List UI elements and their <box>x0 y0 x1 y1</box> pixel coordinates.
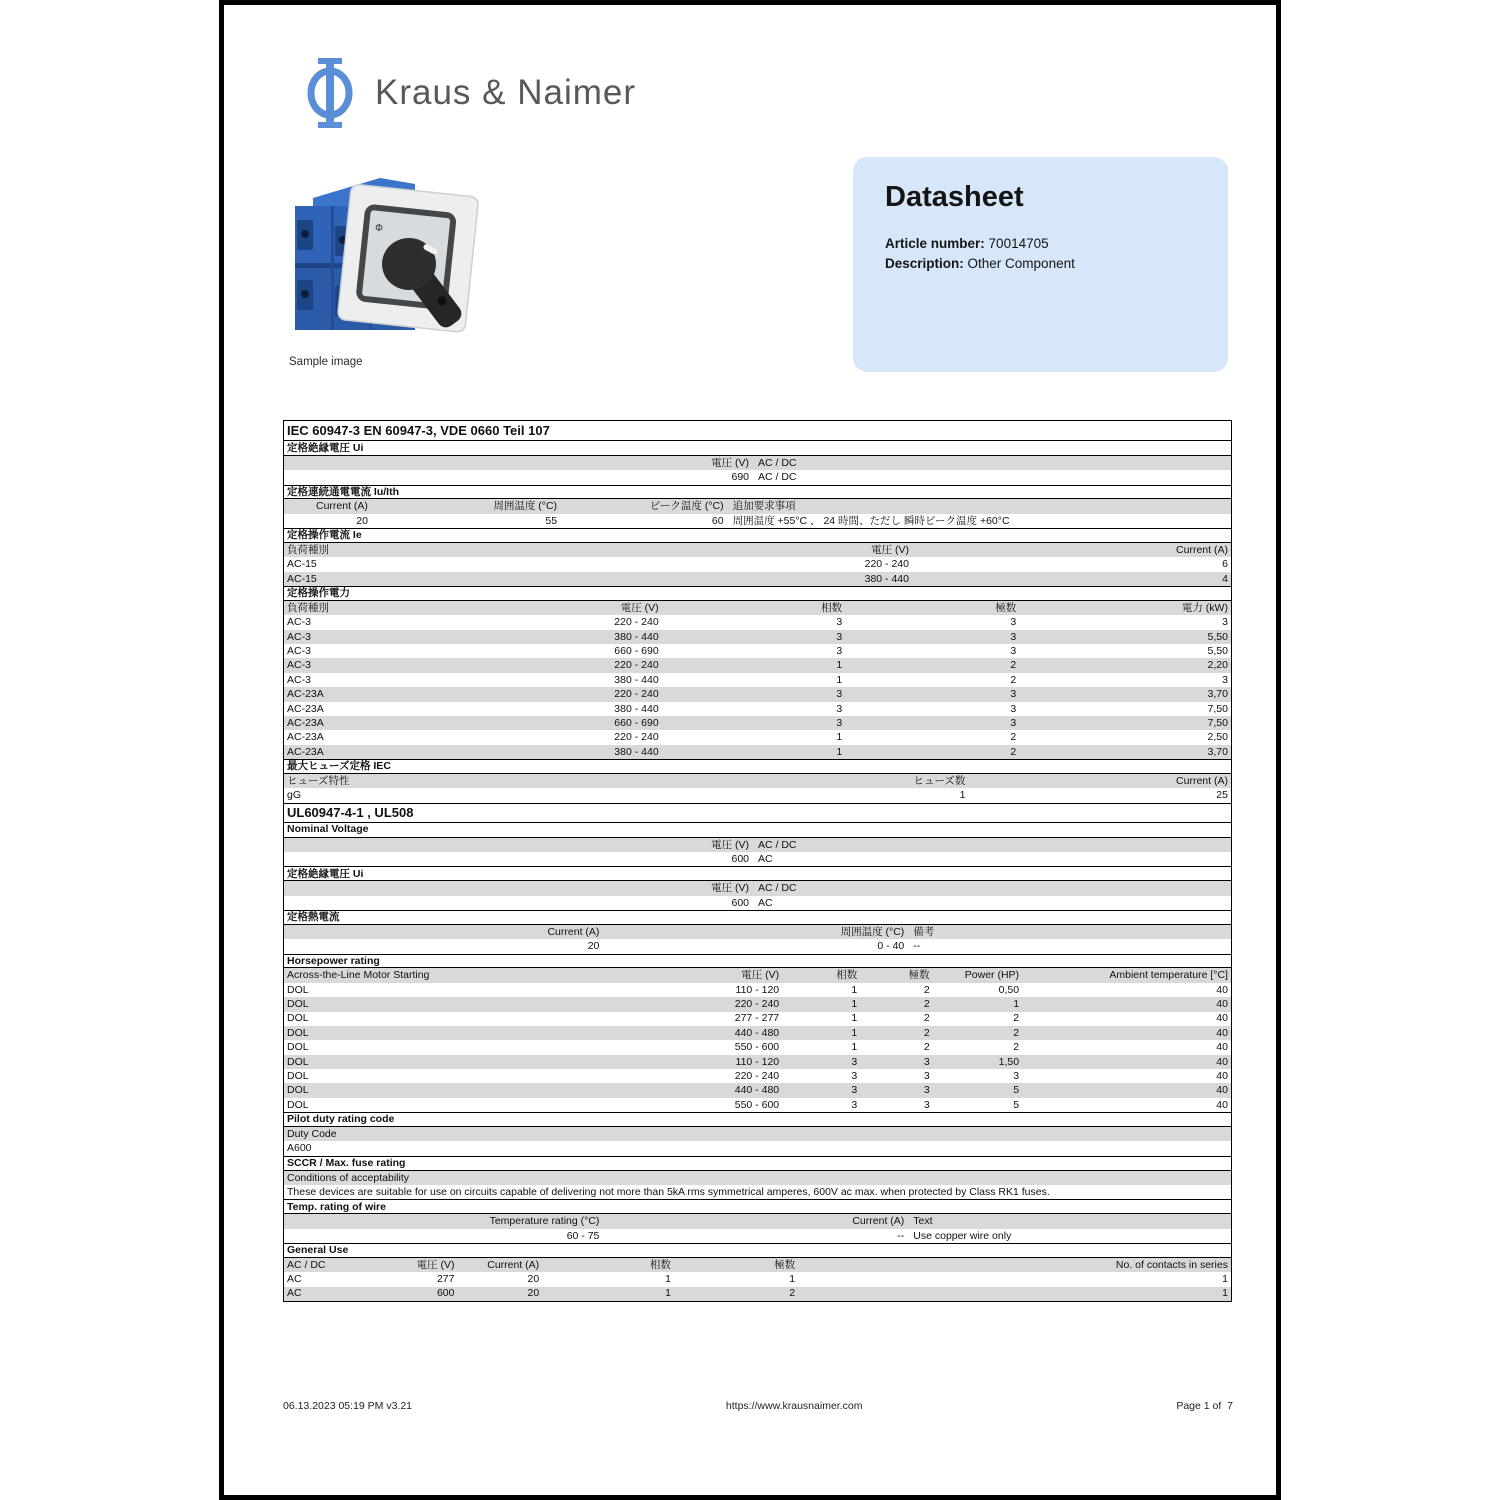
table-cell: 40 <box>1216 998 1228 1011</box>
table-row <box>284 983 1231 997</box>
sample-image-caption: Sample image <box>289 356 363 368</box>
table-cell: 極数 <box>774 1258 796 1271</box>
table-cell: 3 <box>1010 645 1017 658</box>
table-cell: 電圧 (V) <box>711 838 750 851</box>
table-row <box>284 838 1231 852</box>
table-row: Duty Code <box>284 1127 1231 1141</box>
section-row: Nominal Voltage <box>284 823 1231 838</box>
table-cell: Temperature rating (°C) <box>489 1215 600 1228</box>
table-cell: 3 <box>1013 1070 1020 1082</box>
table-cell: 3 <box>1010 630 1017 643</box>
table-cell: 3 <box>836 616 843 629</box>
table-cell: 3 <box>1010 688 1017 701</box>
table-cell: AC-3 <box>287 673 311 686</box>
table-row: A600 <box>287 1142 312 1155</box>
table-cell: ピーク温度 (°C) <box>649 500 724 513</box>
table-row <box>284 774 1231 788</box>
table-cell: 600 <box>731 896 750 909</box>
table-cell: AC-15 <box>287 572 317 585</box>
table-cell: DOL <box>287 983 309 996</box>
table-cell: 3 <box>923 1084 930 1097</box>
table-cell: 3 <box>851 1055 858 1068</box>
table-row <box>284 702 1231 716</box>
table-row <box>284 470 1231 484</box>
table-row <box>284 997 1231 1011</box>
table-cell: 周囲温度 (°C) <box>840 925 905 938</box>
table-cell: 40 <box>1216 1098 1228 1111</box>
table-cell: 55 <box>545 514 558 527</box>
table-cell: 2 <box>1010 673 1017 686</box>
description-line <box>885 254 1228 274</box>
table-cell: No. of contacts in series <box>1115 1258 1228 1271</box>
table-cell: 周囲温度 (°C) <box>493 500 558 513</box>
table-cell: 3 <box>923 1098 930 1111</box>
table-cell: 220 - 240 <box>614 731 659 744</box>
table-row <box>284 456 1231 470</box>
table-row <box>284 601 1231 615</box>
table-cell: AC / DC <box>758 838 797 851</box>
table-cell: 1 <box>1222 1287 1228 1300</box>
table-cell: 220 - 240 <box>614 616 659 629</box>
section-row: 定格絶縁電圧 Ui <box>284 866 1231 881</box>
footer <box>283 1400 1233 1412</box>
table-row: These devices are suitable for use on circuits capable of delivering not more than 5kA rms symmetrical amperes, 600V ac max. when protected by Class RK1 fuses. <box>287 1185 1050 1198</box>
table-cell: 1 <box>851 1041 858 1054</box>
table-row <box>284 572 1231 586</box>
table-cell: 3 <box>836 630 843 643</box>
table-cell: 電圧 (V) <box>871 543 909 556</box>
table-cell: 600 <box>731 852 750 865</box>
table-cell: 25 <box>1216 789 1228 802</box>
table-cell: AC / DC <box>758 456 797 469</box>
table-cell: DOL <box>287 1026 309 1039</box>
table-cell: 380 - 440 <box>614 630 659 643</box>
brand-name: Kraus & Naimer <box>375 73 637 112</box>
page-frame <box>219 0 1281 1500</box>
table-cell: 1 <box>789 1273 796 1286</box>
table-row <box>284 673 1231 687</box>
table-cell: -- <box>897 1229 905 1242</box>
table-cell: 2 <box>923 983 930 996</box>
footer-url: https://www.krausnaimer.com <box>725 1400 863 1412</box>
table-cell: 3,70 <box>1207 688 1228 701</box>
table-cell: 極数 <box>908 969 930 982</box>
table-cell: 3 <box>851 1084 858 1097</box>
table-cell: 2 <box>789 1287 796 1300</box>
table-cell: 電力 (kW) <box>1181 601 1228 614</box>
table-cell: 1 <box>836 659 843 672</box>
table-cell: 1 <box>836 731 843 744</box>
table-cell: 40 <box>1216 1026 1228 1039</box>
table-cell: 電圧 (V) <box>711 882 750 895</box>
section-row: 定格操作電流 Ie <box>284 528 1231 543</box>
table-row <box>284 1055 1231 1069</box>
table-cell: 220 - 240 <box>864 558 909 571</box>
table-cell: AC / DC <box>287 1258 326 1271</box>
table-cell: AC-3 <box>287 630 311 643</box>
table-cell: 40 <box>1216 1084 1228 1097</box>
table-cell: 周囲温度 +55°C 、 24 時間、ただし 瞬時ピーク温度 +60°C <box>732 514 1010 527</box>
section-row: 定格連続通電電流 Iu/Ith <box>284 485 1231 500</box>
article-number-value: 70014705 <box>988 236 1049 251</box>
table-cell: 220 - 240 <box>614 659 659 672</box>
table-cell: 2 <box>1013 1026 1020 1039</box>
table-cell: 1 <box>851 983 858 996</box>
table-cell: 110 - 120 <box>735 983 780 996</box>
table-row <box>284 557 1231 571</box>
table-cell: 5,50 <box>1207 630 1228 643</box>
table-row <box>284 514 1231 528</box>
section-row: SCCR / Max. fuse rating <box>284 1156 1231 1171</box>
table-cell: 7,50 <box>1207 702 1228 715</box>
section-row: 最大ヒューズ定格 IEC <box>284 759 1231 774</box>
table-cell: 極数 <box>995 601 1017 614</box>
table-cell: Use copper wire only <box>913 1229 1012 1242</box>
table-cell: AC / DC <box>758 471 797 484</box>
table-cell: DOL <box>287 1041 309 1054</box>
table-row <box>284 1258 1231 1272</box>
datasheet-panel <box>853 157 1228 372</box>
table-cell: Current (A) <box>1176 543 1228 556</box>
table-cell: 600 <box>436 1287 455 1300</box>
table-cell: AC-23A <box>287 716 324 729</box>
table-row <box>284 1012 1231 1026</box>
datasheet-title: Datasheet <box>885 181 1024 213</box>
table-cell: AC-23A <box>287 745 324 758</box>
table-cell: 3 <box>1222 673 1228 686</box>
table-cell: 20 <box>356 514 368 527</box>
section-row: Pilot duty rating code <box>284 1112 1231 1127</box>
table-cell: 660 - 690 <box>614 645 659 658</box>
table-cell: -- <box>913 940 921 953</box>
section-row: Horsepower rating <box>284 954 1231 969</box>
table-cell: 220 - 240 <box>614 688 659 701</box>
product-image <box>285 168 481 353</box>
table-row <box>284 730 1231 744</box>
article-number-label: Article number: <box>885 236 985 251</box>
table-cell: 1 <box>665 1287 671 1300</box>
table-row <box>284 1083 1231 1097</box>
table-row <box>284 1287 1231 1301</box>
table-row <box>284 1069 1231 1083</box>
table-row <box>284 881 1231 895</box>
table-cell: AC-3 <box>287 659 311 672</box>
table-cell: AC-15 <box>287 558 317 571</box>
table-cell: 277 <box>436 1273 455 1286</box>
table-cell: AC-23A <box>287 731 324 744</box>
table-cell: 1 <box>665 1273 671 1286</box>
table-row <box>284 1272 1231 1286</box>
table-cell: 550 - 600 <box>734 1098 780 1111</box>
table-cell: 2,50 <box>1207 731 1228 744</box>
table-row <box>284 1214 1231 1228</box>
table-cell: 550 - 600 <box>734 1041 780 1054</box>
table-cell: 690 <box>731 471 750 484</box>
table-row <box>284 788 1231 802</box>
table-cell: 2 <box>1010 745 1017 758</box>
table-cell: Current (A) <box>852 1215 905 1228</box>
table-row <box>284 745 1231 759</box>
table-cell: 3 <box>1010 702 1017 715</box>
table-cell: 備考 <box>913 925 935 938</box>
table-cell: AC <box>287 1273 302 1286</box>
table-cell: Current (A) <box>487 1258 540 1271</box>
table-row <box>284 1229 1231 1243</box>
table-cell: 電圧 (V) <box>416 1258 455 1271</box>
table-cell: gG <box>287 789 302 802</box>
table-cell: 1 <box>836 745 843 758</box>
table-cell: 3 <box>836 645 843 658</box>
table-cell: DOL <box>287 998 309 1011</box>
table-cell: 40 <box>1216 1070 1228 1082</box>
footer-timestamp: 06.13.2023 05:19 PM v3.21 <box>283 1400 413 1412</box>
table-cell: 60 <box>711 514 724 527</box>
table-cell: 40 <box>1216 1055 1228 1068</box>
table-cell: Current (A) <box>547 925 600 938</box>
table-row <box>284 499 1231 513</box>
table-cell: 40 <box>1216 1012 1228 1025</box>
table-cell: 7,50 <box>1207 716 1228 729</box>
table-cell: Text <box>913 1215 933 1228</box>
table-cell: 1 <box>836 673 843 686</box>
description-value: Other Component <box>967 256 1075 271</box>
section-row: Temp. rating of wire <box>284 1199 1231 1214</box>
table-cell: 660 - 690 <box>614 716 659 729</box>
table-cell: 1 <box>851 1012 858 1025</box>
table-cell: 1 <box>1222 1273 1228 1286</box>
table-cell: 相数 <box>821 601 843 614</box>
table-cell: AC <box>287 1287 302 1300</box>
table-row <box>284 716 1231 730</box>
table-cell: DOL <box>287 1098 309 1111</box>
table-cell: Power (HP) <box>964 969 1020 982</box>
table-cell: DOL <box>287 1012 309 1025</box>
table-cell: 2 <box>923 1041 930 1054</box>
table-cell: 3,70 <box>1207 745 1228 758</box>
table-cell: 40 <box>1216 983 1228 996</box>
table-title-row: UL60947-4-1 , UL508 <box>284 803 1231 823</box>
table-cell: 0,50 <box>998 983 1020 996</box>
section-row: General Use <box>284 1243 1231 1258</box>
spec-table <box>283 420 1232 1302</box>
table-cell: 4 <box>1222 572 1228 585</box>
table-row <box>284 852 1231 866</box>
table-cell: 220 - 240 <box>734 1070 780 1082</box>
table-cell: 3 <box>851 1070 858 1082</box>
footer-page-number: Page 1 of 7 <box>1176 1400 1233 1412</box>
table-cell: DOL <box>287 1070 309 1082</box>
table-cell: ヒューズ特性 <box>287 774 350 787</box>
table-cell: 3 <box>923 1055 930 1068</box>
table-cell: 2,20 <box>1207 659 1228 672</box>
table-cell: 20 <box>527 1273 540 1286</box>
table-row <box>284 687 1231 701</box>
table-cell: Across-the-Line Motor Starting <box>287 969 430 982</box>
table-cell: 2 <box>1010 659 1017 672</box>
table-cell: 1 <box>959 789 966 802</box>
table-cell: Ambient temperature [°C] <box>1109 969 1228 982</box>
table-cell: AC / DC <box>758 882 797 895</box>
table-cell: 3 <box>1010 616 1017 629</box>
table-cell: 1 <box>1013 998 1020 1011</box>
table-cell: AC <box>758 852 773 865</box>
table-row <box>284 630 1231 644</box>
table-cell: ヒューズ数 <box>913 774 966 787</box>
table-cell: AC-3 <box>287 616 311 629</box>
table-cell: 2 <box>923 998 930 1011</box>
phi-logo-icon <box>303 58 357 128</box>
table-cell: 380 - 440 <box>614 673 659 686</box>
table-cell: AC-23A <box>287 688 324 701</box>
table-cell: 負荷種別 <box>287 601 329 614</box>
table-cell: 3 <box>836 688 843 701</box>
table-row <box>284 1040 1231 1054</box>
table-cell: 電圧 (V) <box>620 601 659 614</box>
section-row: 定格絶縁電圧 Ui <box>284 441 1231 456</box>
table-cell: 380 - 440 <box>614 702 659 715</box>
table-cell: 3 <box>836 702 843 715</box>
table-cell: 1,50 <box>998 1055 1020 1068</box>
table-cell: 6 <box>1222 558 1228 571</box>
table-title-row: IEC 60947-3 EN 60947-3, VDE 0660 Teil 107 <box>284 421 1231 441</box>
table-cell: 2 <box>923 1012 930 1025</box>
table-cell: 相数 <box>649 1258 671 1271</box>
table-cell: 2 <box>1013 1012 1020 1025</box>
table-row <box>284 925 1231 939</box>
table-cell: 1 <box>851 998 858 1011</box>
table-row <box>284 1026 1231 1040</box>
table-row <box>284 615 1231 629</box>
table-cell: 2 <box>1013 1041 1020 1054</box>
table-cell: 電圧 (V) <box>711 456 750 469</box>
table-cell: 0 - 40 <box>877 940 905 953</box>
article-number-line <box>885 234 1228 254</box>
table-row: Conditions of acceptability <box>284 1171 1231 1185</box>
table-row <box>284 968 1231 982</box>
table-row <box>284 658 1231 672</box>
table-cell: 20 <box>587 940 600 953</box>
description-label: Description: <box>885 256 964 271</box>
table-cell: 1 <box>851 1026 858 1039</box>
table-cell: AC-3 <box>287 645 311 658</box>
table-cell: Current (A) <box>1176 774 1228 787</box>
table-cell: 20 <box>527 1287 540 1300</box>
table-cell: AC <box>758 896 773 909</box>
table-row <box>284 896 1231 910</box>
table-cell: 440 - 480 <box>734 1026 780 1039</box>
svg-text:Φ: Φ <box>374 222 384 235</box>
section-row: 定格熱電流 <box>284 910 1231 925</box>
table-cell: 電圧 (V) <box>741 969 780 982</box>
table-cell: 40 <box>1216 1041 1228 1054</box>
table-cell: 追加要求事項 <box>732 500 796 513</box>
table-cell: DOL <box>287 1055 309 1068</box>
table-cell: DOL <box>287 1084 309 1097</box>
table-cell: 110 - 120 <box>735 1055 780 1068</box>
table-row <box>284 644 1231 658</box>
table-row <box>284 939 1231 953</box>
table-cell: Current (A) <box>315 500 368 513</box>
table-cell: 277 - 277 <box>734 1012 780 1025</box>
table-cell: 2 <box>1010 731 1017 744</box>
table-cell: 5 <box>1013 1098 1020 1111</box>
table-cell: 60 - 75 <box>566 1229 600 1242</box>
table-row <box>284 1098 1231 1112</box>
table-cell: 440 - 480 <box>734 1084 780 1097</box>
table-row <box>284 543 1231 557</box>
table-cell: 相数 <box>836 969 858 982</box>
table-cell: 2 <box>923 1026 930 1039</box>
table-cell: 220 - 240 <box>734 998 780 1011</box>
table-cell: 5 <box>1013 1084 1020 1097</box>
table-cell: 380 - 440 <box>614 745 659 758</box>
table-cell: 380 - 440 <box>864 572 909 585</box>
section-row: 定格操作電力 <box>284 586 1231 601</box>
table-cell: 3 <box>836 716 843 729</box>
table-cell: 3 <box>923 1070 930 1082</box>
table-cell: 3 <box>1010 716 1017 729</box>
table-cell: AC-23A <box>287 702 324 715</box>
table-cell: 5,50 <box>1207 645 1228 658</box>
table-cell: 3 <box>1222 616 1228 629</box>
table-cell: 負荷種別 <box>287 543 329 556</box>
table-cell: 3 <box>851 1098 858 1111</box>
